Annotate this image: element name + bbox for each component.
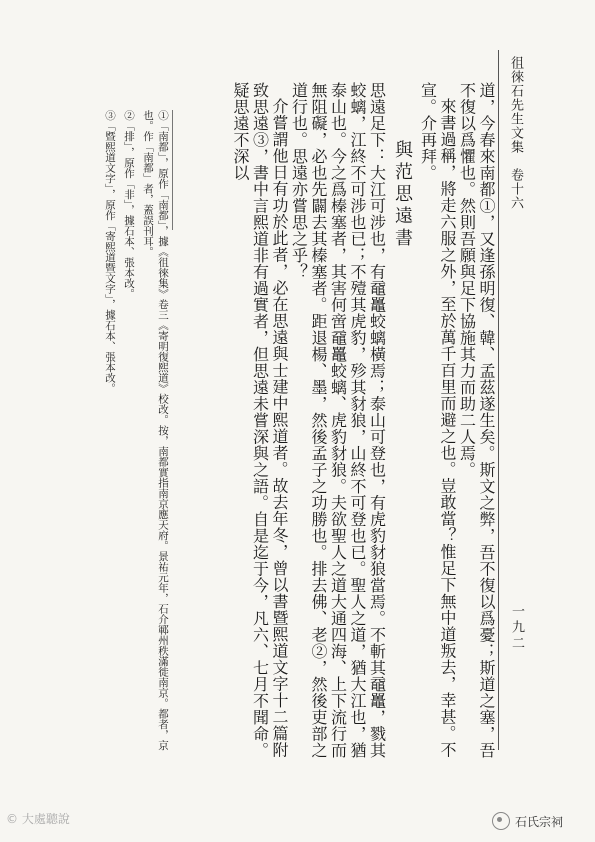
watermark-right [492, 812, 563, 830]
watermark-right-label: 石氏宗祠 [515, 814, 564, 829]
body-paragraph: 來書過稱，將走六服之外，至於萬千百里而避之也。豈敢當？惟足下無中道叛去，幸甚。不宣。介再拜。 [418, 82, 457, 758]
running-header-title: 徂徠石先生文集 卷十六 [508, 56, 523, 210]
header-rule [498, 50, 499, 750]
footnote-3: ③「暨熙道文字」，原作「寄熙道暨文字」，據石本、張本改。 [104, 110, 116, 394]
wechat-icon [492, 812, 510, 830]
footnote-1: ①「南都」，原作「南都」，據《徂徠集》卷三《寄明復熙道》校改。按，南都實指南京應天府。景祐元年，石介鄆州秩滿徙南京。都者，京也。作「南都」者，蓋誤刊耳。 [142, 110, 169, 751]
letter-title: 與范思遠書 [392, 140, 413, 250]
body-paragraph: 道，今春來南都①，又逢孫明復、韓、孟茲遂生矣。斯文之弊，吾不復以爲憂；斯道之塞，吾不復以爲懼也。然則吾願與足下協施其力而助二人焉。 [457, 82, 496, 759]
letter-paragraph: 介嘗謂他日有功於此者，必在思遠與士建中熙道者。故去年冬，曾以書暨熙道文字十二篇附致思遠③，書中言熙道非有過實者，但思遠未嘗深與之語。自是迄于今，凡六、七月不聞命。疑思遠不深以 [231, 82, 289, 759]
letter-paragraph: 思遠足下：大江可涉也，有黿鼉蛟螭橫焉；泰山可登也，有虎豹豺狼當焉。不斬其黿鼉，戮其蛟螭，江終不可涉也已；不殪其虎豹，殄其豺狼，山終不可登也已。聖人之道，猶大江也，猶泰山也。今之爲榛塞者，其害何啻黿鼉蛟螭、虎豹豺狼。夫欲聖人之道大通四海、上下流行而無阻礙，必也先闢去其榛塞者。距退楊、墨，然後孟子之功勝也。排去佛、老②，然後吏部之道行也。思遠亦嘗思之乎？ [289, 82, 387, 759]
footnotes [60, 110, 170, 760]
footnote-rule [172, 110, 173, 230]
footnote-2: ②「排」，原作「非」，據石本、張本改。 [123, 110, 135, 299]
watermark-left: © 大處聽說 [6, 812, 70, 826]
main-text [176, 82, 496, 762]
page-number: 一九二 [509, 604, 524, 652]
